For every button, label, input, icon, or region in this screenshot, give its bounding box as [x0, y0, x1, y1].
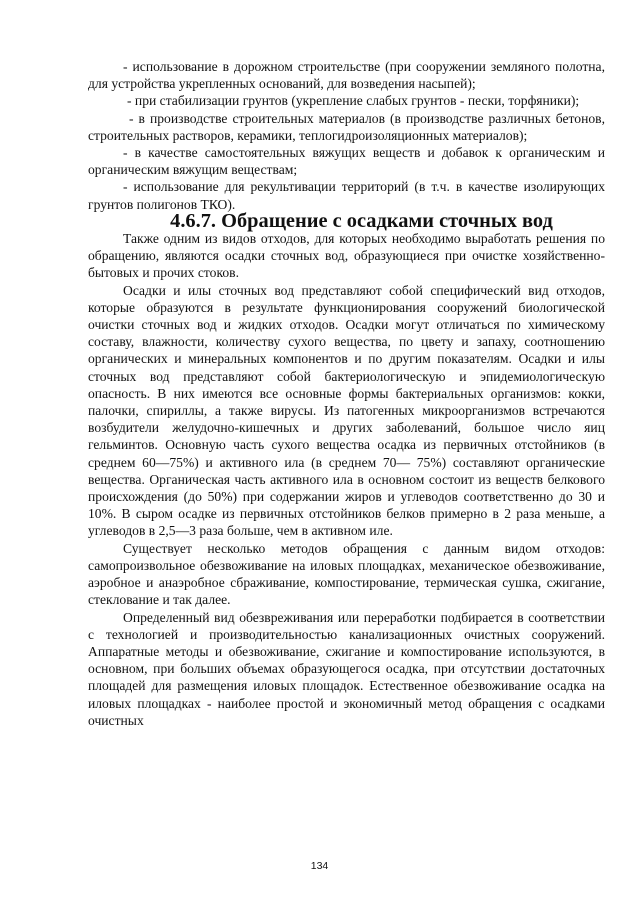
document-page — [88, 58, 605, 729]
paragraph-intro: Также одним из видов отходов, для которых необходимо выработать решения по обращению, являются осадки сточных вод, образующиеся при очистке хозяйственно-бытовых и прочих стоков. — [88, 231, 605, 281]
paragraph-sludge-description: Осадки и илы сточных вод представляют собой специфический вид отходов, которые образуются в результате функционирования сооружений биологической очистки сточных вод и жидких отходов. Осадки могут отличаться по химическому составу, влажности, количеству сухого вещества, по цвету и запаху, соотношению органических и минеральных компонентов и по другим показателям. Осадки и илы сточных вод представляют собой бактериологическую и эпидемиологическую опасность. В них имеются все основные формы бактериальных организмов: кокки, палочки, спириллы, а также вирусы. Из патогенных микроорганизмов встречаются возбудители желудочно-кишечных и других заболеваний, большое число яиц гельминтов. Основную часть сухого вещества осадка из первичных отстойников (в среднем 60—75%) и активного ила (в среднем 70— 75%) составляют органические вещества. Органическая часть активного ила в основном состоит из веществ белкового происхождения (до 50%) при содержании жиров и углеводов соответственно до 30 и 10%. В сыром осадке из первичных отстойников белков примерно в 2 раза меньше, а углеводов в 2,5—3 раза больше, чем в активном иле. — [88, 282, 605, 539]
paragraph-method-selection: Определенный вид обезвреживания или переработки подбирается в соответствии с технологией и производительностью канализационных очистных сооружений. Аппаратные методы и обезвоживание, сжигание и компостирование используются, в основном, при больших объемах образующегося осадка, при отсутствии достаточных площадей для размещения иловых площадок. Естественное обезвоживание осадка на иловых площадках - наиболее простой и экономичный метод обращения с осадками очистных — [88, 609, 605, 728]
list-item-binders: - в качестве самостоятельных вяжущих веществ и добавок к органическим и органическим вяжущим веществам; — [88, 145, 605, 178]
list-item-recultivation: - использование для рекультивации территорий (в т.ч. в качестве изолирующих грунтов полигонов ТКО). — [88, 179, 605, 212]
paragraph-treatment-methods: Существует несколько методов обращения с данным видом отходов: самопроизвольное обезвоживание на иловых площадках, механическое обезвоживание, аэробное и анаэробное сбраживание, компостирование, термическая сушка, сжигание, стеклование и так далее. — [88, 540, 605, 608]
section-heading: 4.6.7. Обращение с осадками сточных вод — [170, 209, 553, 232]
list-item-soil-stabilization: - при стабилизации грунтов (укрепление слабых грунтов - пески, торфяники); — [127, 93, 580, 109]
list-item-building-materials: - в производстве строительных материалов (в производстве различных бетонов, строительных растворов, керамики, теплогидроизоляционных материалов); — [88, 110, 605, 143]
page-number: 134 — [310, 860, 329, 872]
list-item-road-construction: - использование в дорожном строительстве (при сооружении земляного полотна, для устройства укрепленных оснований, для возведения насыпей); — [88, 59, 605, 92]
